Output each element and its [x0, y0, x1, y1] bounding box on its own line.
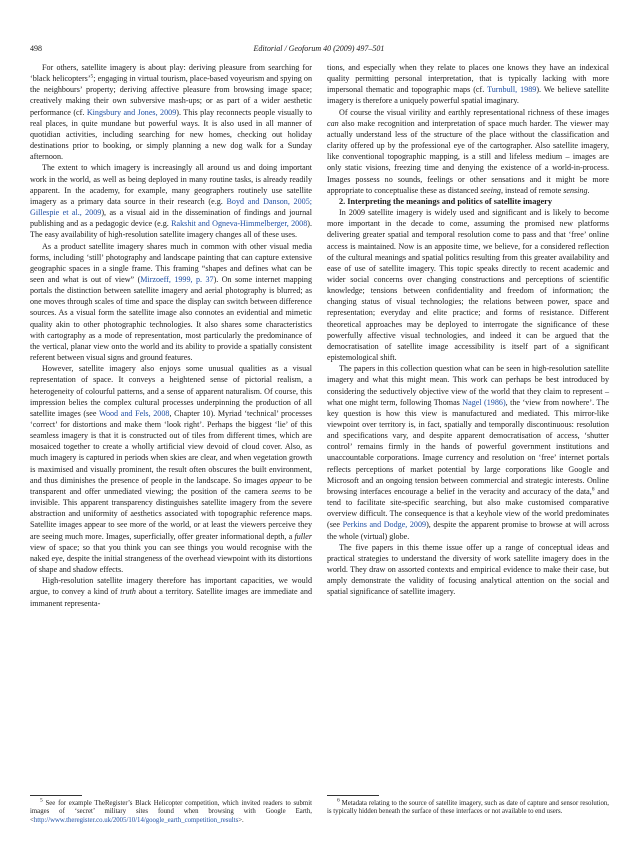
citation-link[interactable]: Wood and Fels, 2008	[98, 408, 170, 418]
footnote-ref[interactable]: 6	[591, 486, 595, 493]
citation-link[interactable]: Rakshit and Ogneva-Himmelberger, 2008	[171, 219, 308, 229]
paragraph: tions, and especially when they relate to places one knows they have an indexical quality permitting personal interpretation, that is typically lacking with more impersonal thematic and topographic maps (cf. Turnbull, 1989). We believe satellite imagery is therefore a uniquely powerful spatial imaginary.	[327, 63, 609, 106]
footnote-divider	[327, 795, 379, 796]
citation-link[interactable]: Turnbull, 1989	[487, 85, 537, 95]
section-heading: 2. Interpreting the meanings and politics of satellite imagery	[339, 196, 553, 206]
right-column	[327, 62, 609, 598]
paragraph: Of course the visual virility and earthly representational richness of these images can also make recognition and interpretation of space much harder. The viewer may actually understand less of the structure of the place without the classification and clarity offered up by the professional eye of the cartographer. Also satellite imagery, like conventional topographic mapping, is a still and lifeless medium – images are only static visions, freezing time and denying the existence of a world-in-process. Images possess no sounds, feelings or other sensations and it might be more appropriate to conceptualise these as distanced seeing, instead of remote sensing.	[327, 107, 609, 195]
citation-link[interactable]: Nagel (1986)	[462, 397, 506, 407]
paragraph: The five papers in this theme issue offer up a range of conceptual ideas and practical strategies to understand the diversity of work satellite imagery does in the world. They draw on assorted contexts and empirical evidence to make their case, but amply demonstrate the validity of focusing analytical attention on the social and spatial significance of satellite imagery.	[327, 542, 609, 597]
paragraph: In 2009 satellite imagery is widely used and significant and is likely to become more important in the decade to come, assuming the promised new platforms delivering greater spatial and temporal resolution come to pass and that ‘free’ online access is maintained. Now is an apposite time, we believe, for a considered reflection of the cultural meanings and spatial politics resulting from this greater availability and ease of use of satellite imagery. This topic speaks directly to recent academic and wider social concerns over changing constructions and perceptions of scientific knowledge; tensions between confidentiality and freedom of information; the changing status of visual technologies; the relations between power, space and representation; everyday and elite practice; and forms of resistance. Different theoretical approaches may be deployed to interrogate the significance of these powerfully affective visual technologies, and indeed it can be argued that the democratisation of satellite image accessibility is itself part of a significant epistemological shift.	[327, 208, 609, 363]
paragraph: The extent to which imagery is increasingly all around us and doing important work in the world, as well as being deployed in many routine tasks, is already readily apparent. In the academy, for example, many geographers routinely use satellite imagery as a primary data source in their research (e.g. Boyd and Danson, 2005; Gillespie et al., 2009), as a visual aid in the dissemination of findings and journal publishing and as a pedagogic device (e.g. Rakshit and Ogneva-Himmelberger, 2008). The easy availability of high-resolution satellite imagery changes all of these uses.	[30, 163, 312, 240]
paragraph: The papers in this collection question what can be seen in high-resolution satellite imagery and what this might mean. This work can perhaps be best introduced by considering the seductively objective view of the world that they claim to represent – what one might term, following Thomas Nagel (1986), the ‘view from nowhere’. The key question is how this view is manufactured and mediated. This mirror-like viewpoint over territory is, in fact, spatially and temporally discontinuous: resolution and specifications vary, and despite apparent democratisation of access, ‘shutter control’ remains firmly in the hands of powerful government institutions and unaccountable corporations. Image currency and resolution on ‘free’ internet portals reflects perceptions of market potential by large corporations like Google and Microsoft and an ongoing tension between commercial and strategic interests. Online browsing interfaces encourage a belief in the veracity and accuracy of the data,$^6$ and tend to facilitate site-specific searching, but also make customised comparative overview difficult. The consequence is that a keyhole view of the world predominates (see Perkins and Dodge, 2009), despite the apparent promise to browse at will across the whole (virtual) globe.	[327, 364, 610, 541]
paragraph: For others, satellite imagery is about play: deriving pleasure from searching for ‘black helicopters’$^5$; engaging in virtual tourism, place-based voyeurism and spying on the neighbours’ property; deriving affective pleasure from browsing image space; creatively making their own subversive mash-ups; or as part of a wider aesthetic performance (cf. Kingsbury and Jones, 2009). This play reconnects people visually to real places, in quite mundane but powerful ways. It is also used in all manner of quotidian activities, including searching for new homes, checking out holiday destinations prior to booking, or simply planning a new dog walk for a Sunday afternoon.	[30, 63, 312, 162]
footnote-ref[interactable]: 5	[90, 73, 94, 80]
footnote-marker: 6	[337, 797, 340, 804]
citation-link[interactable]: Kingsbury and Jones, 2009	[86, 107, 177, 117]
footnote-divider	[30, 795, 82, 796]
left-column	[30, 62, 312, 609]
footnote-5: $^5$ See for example TheRegister’s Black Helicopter competition, which invited readers to submit images of ‘secret’ military sites found when browsing with Google Earth, <http://www.theregister.co.uk/2005/10/14/google_earth_competition_results>.	[30, 797, 312, 824]
citation-link[interactable]: Perkins and Dodge, 2009	[342, 520, 427, 530]
url-link[interactable]: http://www.theregister.co.uk/2005/10/14/google_earth_competition_results	[33, 816, 239, 824]
running-header: Editorial / Geoforum 40 (2009) 497–501	[253, 44, 385, 53]
citation-link[interactable]: Mirzoeff, 1999, p. 37	[140, 274, 214, 284]
paragraph: As a product satellite imagery shares much in common with other visual media forms, including ‘still’ photography and landscape painting that can capture extensive geographic spaces in a single frame. This framing “shapes and defines what can be seen and what is out of view” (Mirzoeff, 1999, p. 37). On some internet mapping portals the distinction between satellite imagery and aerial photography is blurred; as one moves through scales of time and space the display can switch between difference sources. As a visual form the satellite image also connotes an evidential and mimetic quality akin to other photographic technologies. It also shares some characteristics with cartography as a mode of representation, most particularly the predominance of the vertical, planar view onto the world and its ability to provide a spatially consistent referent between visual signs and ground features.	[30, 241, 312, 363]
paragraph: High-resolution satellite imagery therefore has important capacities, we would argue, to convey a kind of truth about a territory. Satellite images are immediate and immanent representa-	[30, 576, 312, 608]
page-number: 498	[30, 44, 42, 53]
citation-link[interactable]: Boyd and Danson, 2005; Gillespie et al., 2009	[30, 196, 312, 218]
footnote-6: $^6$ Metadata relating to the source of satellite imagery, such as date of capture and sensor resolution, is typically hidden beneath the surface of these interfaces or not available to end users.	[327, 797, 609, 816]
paragraph: However, satellite imagery also enjoys some unusual qualities as a visual representation of space. It conveys a heightened sense of pictorial realism, a heterogeneity of colourful patterns, and a sense of apparent naturalism. Of course, this impression belies the complex cultural processes underpinning the production of all satellite images (see Wood and Fels, 2008, Chapter 10). Myriad ‘technical’ processes ‘correct’ for distortions and make them ‘look right’. Perhaps the biggest ‘lie’ of this seamless imagery is that it is constructed out of tiles from different times, which are mosaiced together to create a wholly artificial view devoid of cloud cover. Also, as much imagery is captured in periods when skies are clear, and when vegetation growth is maximised and visually prominent, the result often obscures the built environment, and thus diminishes the presence of people in the landscape. So images appear to be transparent and offer unmediated viewing; the position of the camera seems to be invisible. This apparent transparency distinguishes satellite imagery from the severe abstraction and uniformity of aesthetics associated with topographic reference maps. Satellite images appear to see more of the world, or at least the viewers perceive they are seeing much more. Images, superficially, offer greater informational depth, a fuller view of space; so that you think you can see things you would recognise with the naked eye, despite the initial strangeness of the overhead viewpoint with its distortions of shape and shadow effects.	[30, 364, 313, 575]
footnote-marker: 5	[40, 797, 43, 804]
